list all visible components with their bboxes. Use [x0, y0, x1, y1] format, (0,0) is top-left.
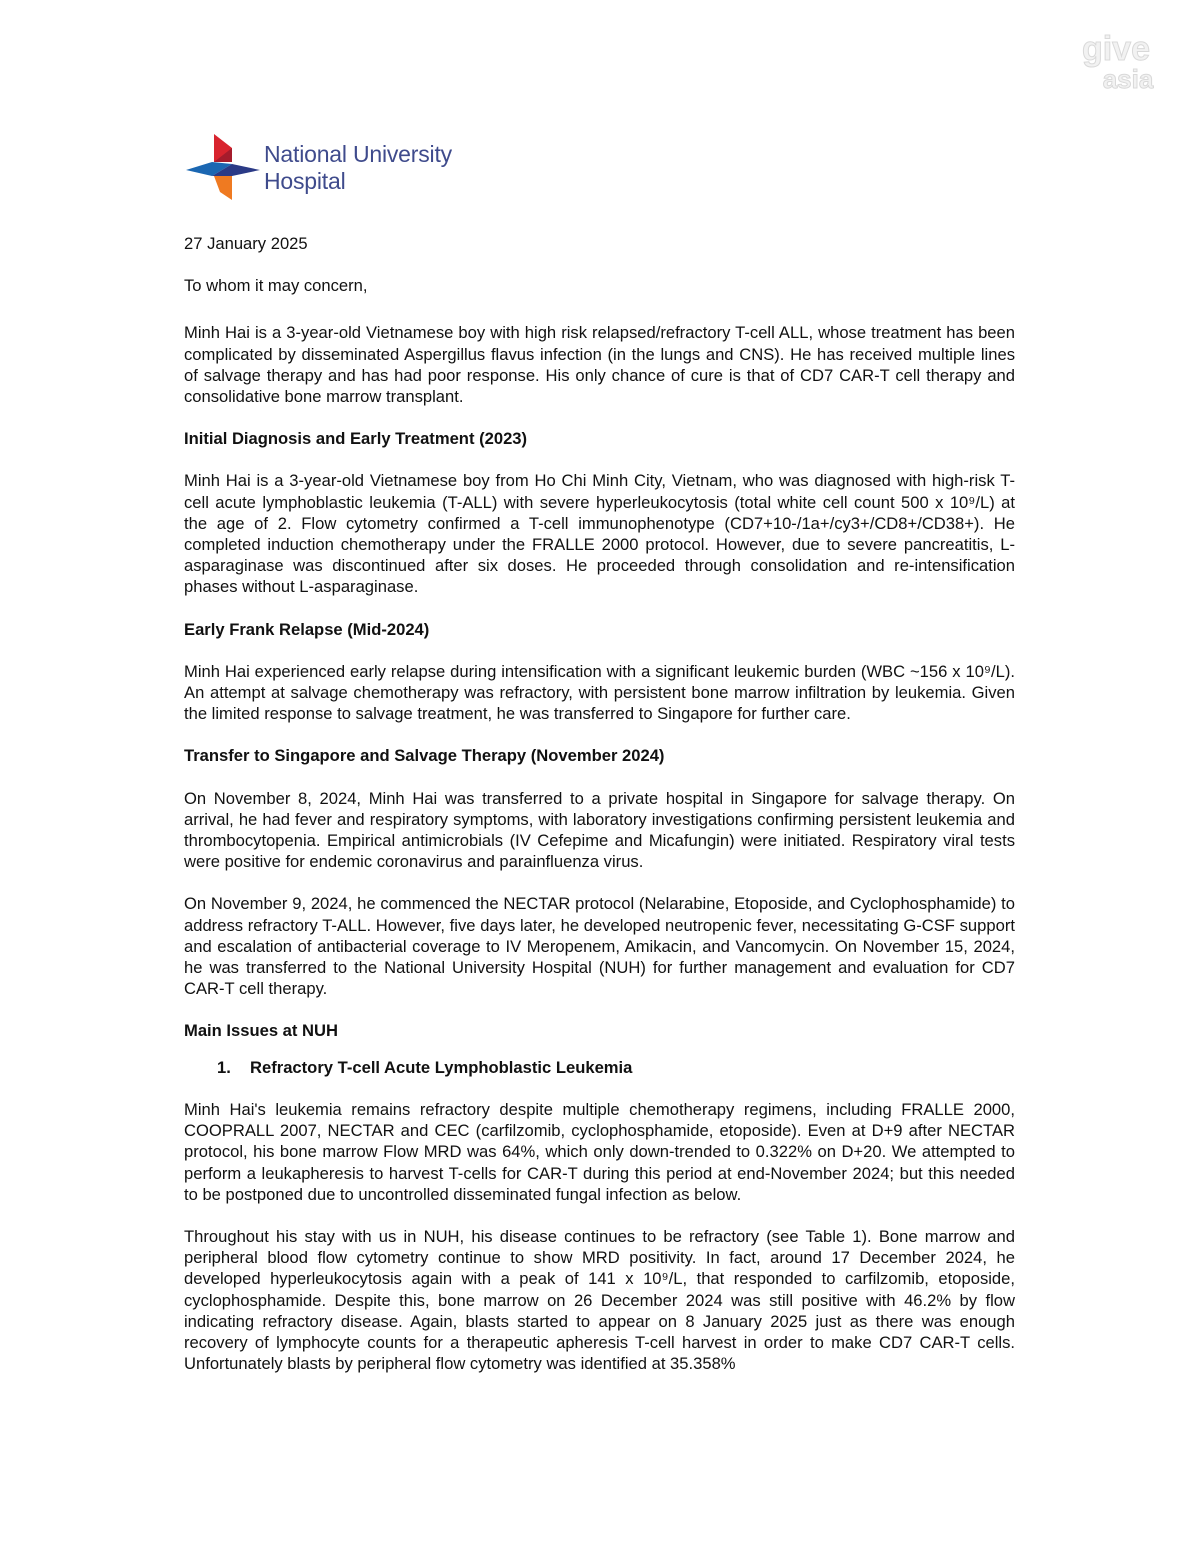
- section-paragraph: On November 8, 2024, Minh Hai was transferred to a private hospital in Singapore for salvage therapy. On arrival, he had fever and respiratory symptoms, with laboratory investigations confirming persistent leukemia and thrombocytopenia. Empirical antimicrobials (IV Cefepime and Micafungin) were initiated. Respiratory viral tests were positive for endemic coronavirus and parainfluenza virus.: [184, 788, 1015, 872]
- section-paragraph: On November 9, 2024, he commenced the NECTAR protocol (Nelarabine, Etoposide, and Cyclophosphamide) to address refractory T-ALL. However, five days later, he developed neutropenic fever, necessitating G-CSF support and escalation of antibacterial coverage to IV Meropenem, Amikacin, and Vancomycin. On November 15, 2024, he was transferred to the National University Hospital (NUH) for further management and evaluation for CD7 CAR-T cell therapy.: [184, 894, 1015, 999]
- letter-date: 27 January 2025: [184, 234, 308, 253]
- letter-greeting: To whom it may concern,: [184, 276, 368, 296]
- section-paragraph: Throughout his stay with us in NUH, his disease continues to be refractory (see Table 1). Bone marrow and peripheral blood flow cytometry continue to show MRD positivity. In fact, around 17 December 2024, he developed hyperleukocytosis again with a peak of 141 x 10⁹/L, that responded to carfilzomib, etoposide, cyclophosphamide. Despite this, bone marrow on 26 December 2024 was still positive with 46.2% by flow indicating refractory disease. Again, blasts started to appear on 8 January 2025 just as there was enough recovery of lymphocyte counts for a therapeutic apheresis T-cell harvest in order to make CD7 CAR-T cells. Unfortunately blasts by peripheral flow cytometry was identified at 35.358%: [184, 1226, 1015, 1374]
- section-heading: Transfer to Singapore and Salvage Therapy (November 2024): [184, 746, 665, 766]
- subheading-text: Refractory T-cell Acute Lymphoblastic Leukemia: [250, 1057, 633, 1077]
- watermark-line2: asia: [1102, 64, 1154, 94]
- section-paragraph: Minh Hai experienced early relapse during intensification with a significant leukemic burden (WBC ~156 x 10⁹/L). An attempt at salvage chemotherapy was refractory, with persistent bone marrow infiltration by leukemia. Given the limited response to salvage treatment, he was transferred to Singapore for further care.: [184, 661, 1015, 724]
- hospital-name-line1: National University: [264, 141, 452, 167]
- numbered-subheading: [217, 1057, 1015, 1078]
- section-heading: Early Frank Relapse (Mid-2024): [184, 619, 430, 639]
- intro-paragraph: Minh Hai is a 3-year-old Vietnamese boy with high risk relapsed/refractory T-cell ALL, whose treatment has been complicated by disseminated Aspergillus flavus infection (in the lungs and CNS). He has received multiple lines of salvage therapy and has had poor response. His only chance of cure is that of CD7 CAR-T cell therapy and consolidative bone marrow transplant.: [184, 323, 1015, 407]
- letter-body: [184, 233, 1015, 1374]
- hospital-name: [264, 141, 452, 195]
- watermark-line1: give: [1081, 30, 1151, 68]
- section-heading: Initial Diagnosis and Early Treatment (2023): [184, 429, 528, 449]
- section-heading: Main Issues at NUH: [184, 1021, 338, 1041]
- section-paragraph: Minh Hai is a 3-year-old Vietnamese boy from Ho Chi Minh City, Vietnam, who was diagnosed with high-risk T-cell acute lymphoblastic leukemia (T-ALL) with severe hyperleukocytosis (total white cell count 500 x 10⁹/L) at the age of 2. Flow cytometry confirmed a T-cell immunophenotype (CD7+10-/1a+/cy3+/CD8+/CD38+). He completed induction chemotherapy under the FRALLE 2000 protocol. However, due to severe pancreatitis, L-asparaginase was discontinued after six doses. He proceeded through consolidation and re-intensification phases without L-asparaginase.: [184, 471, 1015, 597]
- giveasia-watermark-icon: [1062, 30, 1170, 94]
- subheading-number: 1.: [217, 1057, 231, 1077]
- section-paragraph: Minh Hai's leukemia remains refractory despite multiple chemotherapy regimens, including FRALLE 2000, COOPRALL 2007, NECTAR and CEC (carfilzomib, cyclophosphamide, etoposide). Even at D+9 after NECTAR protocol, his bone marrow Flow MRD was 64%, which only down-trended to 0.322% on D+20. We attempted to perform a leukapheresis to harvest T-cells for CAR-T during this period at end-November 2024; but this needed to be postponed due to uncontrolled disseminated fungal infection as below.: [184, 1099, 1015, 1204]
- hospital-name-line2: Hospital: [264, 168, 346, 194]
